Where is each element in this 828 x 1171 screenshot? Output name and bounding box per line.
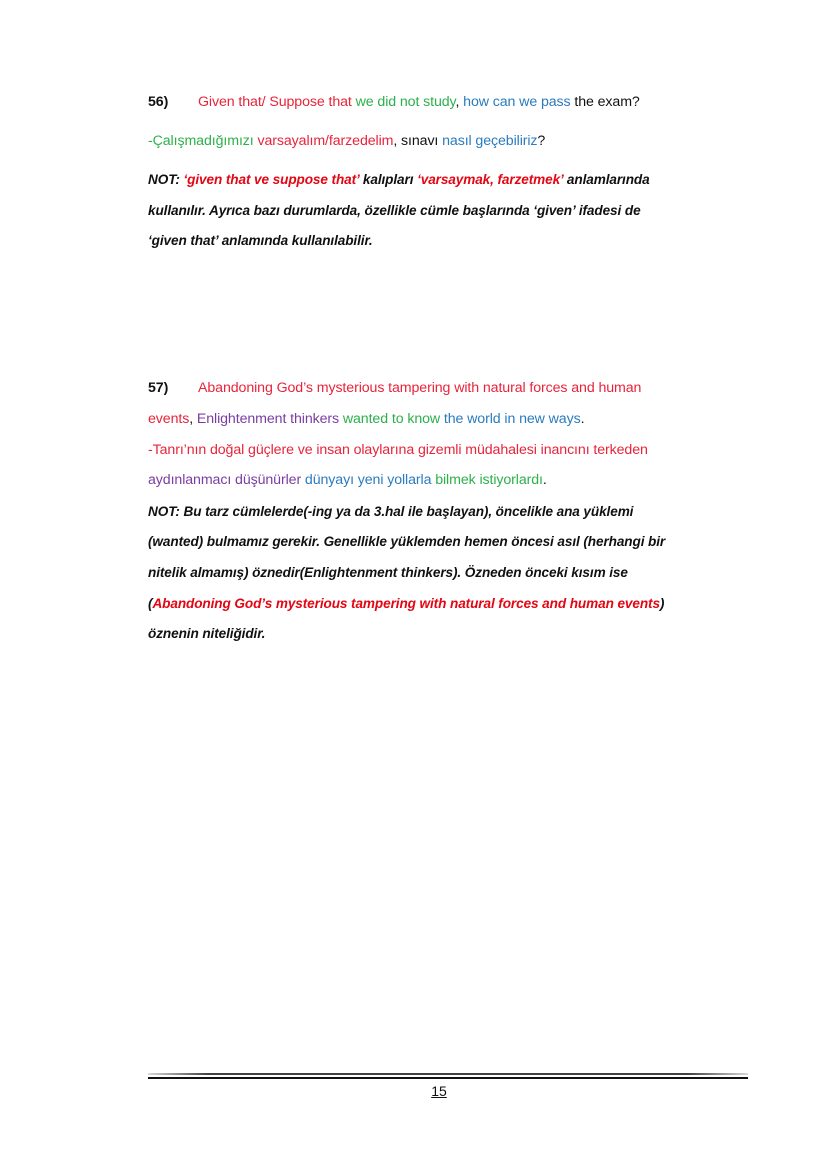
q57-verb: wanted to know (339, 411, 441, 427)
q57-note-line-1: NOT: Bu tarz cümlelerde(-ing ya da 3.hal ile başlayan), öncelikle ana yüklemi (148, 504, 634, 519)
q57-subject: Enlightenment thinkers (193, 411, 340, 427)
footer-rule (148, 1077, 748, 1079)
note-highlight: Abandoning God’s mysterious tampering with natural forces and human events (152, 596, 660, 611)
q57-number: 57) (148, 380, 169, 396)
q57-turkish-line-1 (148, 442, 648, 458)
q56-tr-qmark: ? (537, 133, 546, 149)
q57-participle-end: events (148, 411, 190, 427)
q57-participle-phrase: Abandoning God’s mysterious tampering with natural forces and human (198, 380, 642, 396)
footer-rule-shadow (148, 1073, 748, 1075)
q56-tr-clause: Çalışmadığımızı (152, 133, 254, 149)
note-paren-open: ( (148, 596, 153, 611)
q56-note-line-1 (148, 172, 650, 187)
q56-tr-object: , sınavı (393, 133, 439, 149)
q57-note-line-3: nitelik almamış) öznedir(Enlightenment thinkers). Özneden önceki kısım ise (148, 565, 628, 580)
page-number: 15 (431, 1083, 447, 1099)
q56-comma: , (455, 94, 460, 110)
q57-comma: , (189, 411, 194, 427)
q57-tr-participle: -Tanrı’nın doğal güçlere ve insan olaylarına gizemli müdahalesi inancını terkeden (148, 442, 648, 458)
note-highlight: ‘varsaymak, farzetmek’ (417, 172, 564, 187)
q56-conjunction: Given that/ Suppose that (198, 94, 352, 110)
q57-note-line-5: öznenin niteliğidir. (148, 626, 266, 641)
q56-number: 56) (148, 94, 169, 110)
q56-english-sentence (148, 94, 640, 110)
q57-note-line-4 (148, 596, 664, 611)
q56-tr-main: nasıl geçebiliriz (438, 133, 538, 149)
note-highlight: ‘given that ve suppose that’ (183, 172, 360, 187)
note-text: kalıpları (359, 172, 418, 187)
q57-tr-verb: bilmek istiyorlardı (431, 472, 543, 488)
q56-main-clause: how can we pass (459, 94, 571, 110)
q56-tr-conjunction: varsayalım/farzedelim (253, 133, 394, 149)
q57-note-line-2: (wanted) bulmamız gerekir. Genellikle yüklemden hemen öncesi asıl (herhangi bir (148, 534, 666, 549)
q57-turkish-line-2 (148, 472, 547, 488)
q57-period: . (580, 411, 585, 427)
q56-note-line-3: ‘given that’ anlamında kullanılabilir. (148, 233, 373, 248)
q57-tr-subject: aydınlanmacı düşünürler (148, 472, 302, 488)
q57-english-line-2 (148, 411, 584, 427)
q57-object: the world in new ways (440, 411, 581, 427)
q57-tr-object: dünyayı yeni yollarla (301, 472, 432, 488)
q56-clause: we did not study (351, 94, 456, 110)
note-text: anlamlarında (563, 172, 650, 187)
note-label: NOT: (148, 172, 184, 187)
note-paren-close: ) (659, 596, 665, 611)
q57-english-line-1 (148, 380, 641, 396)
q56-object: the exam? (570, 94, 640, 110)
q57-tr-period: . (542, 472, 547, 488)
q56-turkish-sentence (148, 133, 545, 149)
q56-tr-dash: - (148, 133, 153, 149)
q56-note-line-2: kullanılır. Ayrıca bazı durumlarda, özellikle cümle başlarında ‘given’ ifadesi de (148, 203, 641, 218)
